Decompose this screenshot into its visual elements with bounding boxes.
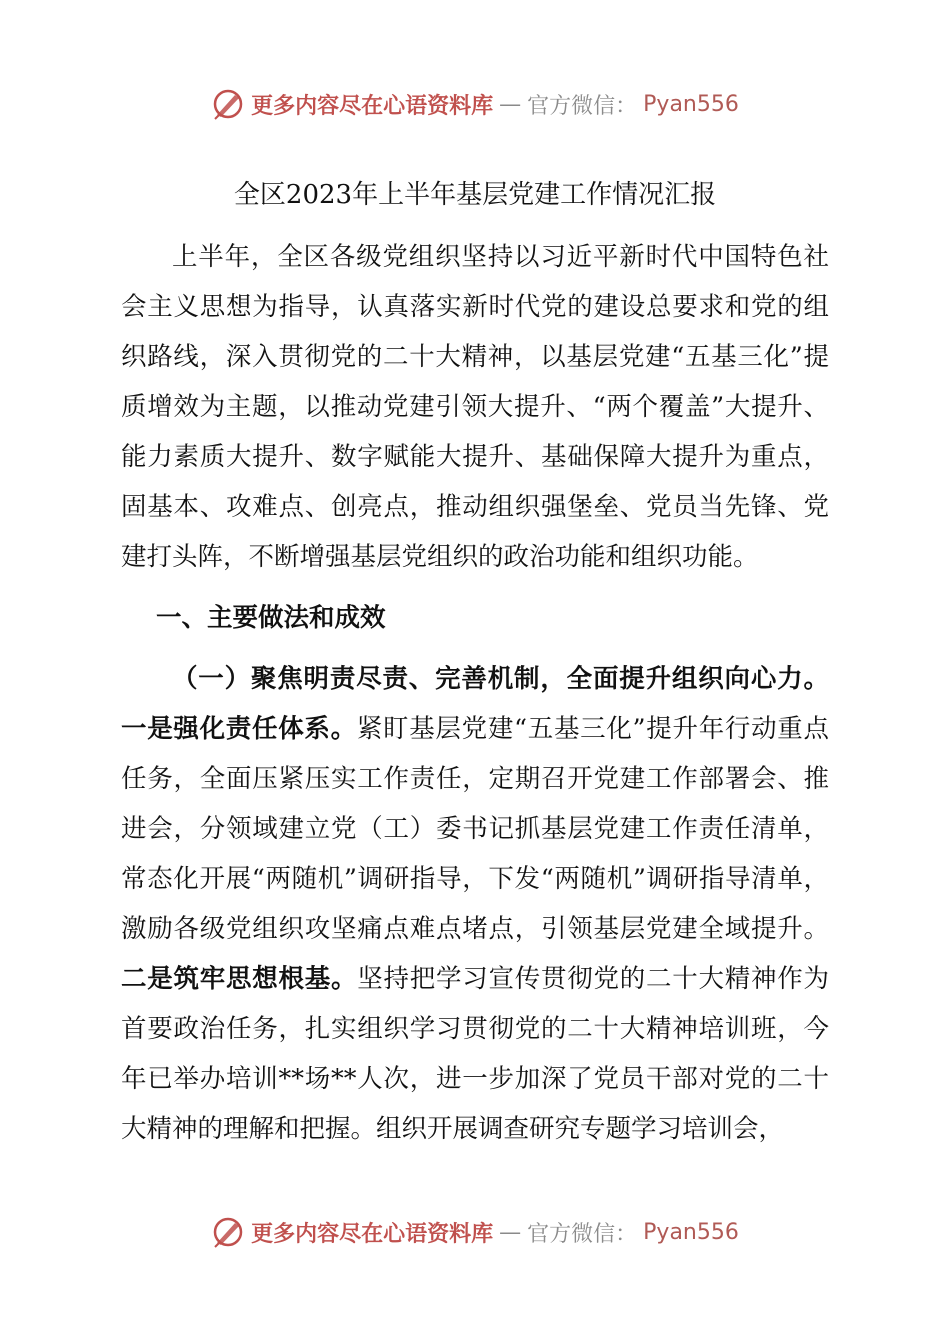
watermark-brand: 更多内容尽在心语资料库 xyxy=(251,1220,494,1247)
section-heading: 一、主要做法和成效 xyxy=(156,603,386,633)
watermark-dash: — xyxy=(499,91,522,117)
watermark-dash: — xyxy=(499,1219,522,1245)
point1-text: 紧盯基层党建“五基三化”提升年行动重点任务，全面压紧压实工作责任，定期召开党建工作部署会、推进会，分领域建立党（工）委书记抓基层党建工作责任清单，常态化开展“两随机”调研指导，下发“两随机”调研指导清单，激励各级党组织攻坚痛点难点堵点，引领基层党建全域提升。 xyxy=(121,714,829,944)
watermark-id: Pyan556 xyxy=(643,1219,739,1245)
point2-text: 坚持把学习宣传贯彻党的二十大精神作为首要政治任务，扎实组织学习贯彻党的二十大精神培训班，今年已举办培训**场**人次，进一步加深了党员干部对党的二十大精神的理解和把握。组织开展调查研究专题学习培训会， xyxy=(121,964,829,1144)
point2-label: 二是筑牢思想根基。 xyxy=(121,964,358,994)
point1-label: 一是强化责任体系。 xyxy=(121,714,357,744)
watermark-footer xyxy=(0,1212,950,1252)
pen-logo-icon xyxy=(211,87,245,121)
intro-paragraph: 上半年，全区各级党组织坚持以习近平新时代中国特色社会主义思想为指导，认真落实新时代党的建设总要求和党的组织路线，深入贯彻党的二十大精神，以基层党建“五基三化”提质增效为主题，以推动党建引领大提升、“两个覆盖”大提升、能力素质大提升、数字赋能大提升、基础保障大提升为重点，固基本、攻难点、创亮点，推动组织强堡垒、党员当先锋、党建打头阵，不断增强基层党组织的政治功能和组织功能。 xyxy=(121,242,829,572)
watermark-brand: 更多内容尽在心语资料库 xyxy=(251,92,494,119)
pen-logo-icon xyxy=(211,1215,245,1249)
watermark-header xyxy=(0,84,950,124)
watermark-channel: 官方微信： xyxy=(527,93,638,119)
document-title: 全区2023年上半年基层党建工作情况汇报 xyxy=(233,180,717,210)
watermark-id: Pyan556 xyxy=(643,91,739,117)
subsection-paragraph xyxy=(121,654,829,1154)
subsection-heading: （一）聚焦明责尽责、完善机制，全面提升组织向心力。 xyxy=(172,664,829,694)
watermark-channel: 官方微信： xyxy=(527,1221,638,1247)
